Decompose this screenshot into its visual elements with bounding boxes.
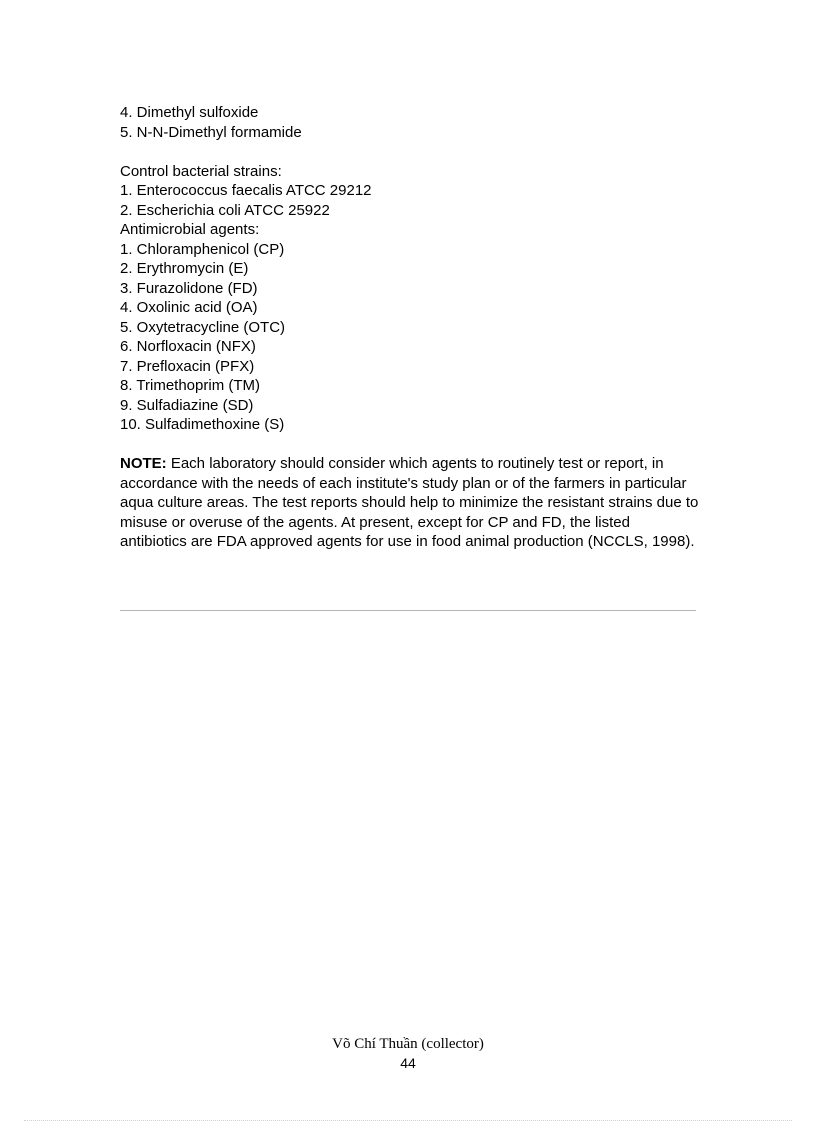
antimicrobial-agent-item: 7. Prefloxacin (PFX) xyxy=(120,357,255,375)
control-strains-heading: Control bacterial strains: xyxy=(120,162,282,180)
note-paragraph xyxy=(120,454,700,552)
antimicrobial-agent-item: 3. Furazolidone (FD) xyxy=(120,279,258,297)
collector-credit: Võ Chí Thuần (collector) xyxy=(332,1036,484,1052)
note-label: NOTE: xyxy=(120,455,167,472)
antimicrobial-agent-item: 1. Chloramphenicol (CP) xyxy=(120,240,285,258)
page-bottom-border xyxy=(24,1120,792,1121)
solvent-item-4: 4. Dimethyl sulfoxide xyxy=(120,104,259,121)
antimicrobial-agent-item: 6. Norfloxacin (NFX) xyxy=(120,338,256,355)
antimicrobial-agent-item: 10. Sulfadimethoxine (S) xyxy=(120,416,285,433)
antimicrobial-agent-item: 5. Oxytetracycline (OTC) xyxy=(120,318,286,336)
page-body xyxy=(120,103,700,552)
antimicrobial-agents-heading: Antimicrobial agents: xyxy=(120,221,260,238)
antimicrobial-agent-item: 8. Trimethoprim (TM) xyxy=(120,377,261,394)
solvent-item-5: 5. N-N-Dimethyl formamide xyxy=(120,123,302,141)
page-number: 44 xyxy=(400,1055,416,1071)
antimicrobial-agent-item: 2. Erythromycin (E) xyxy=(120,260,249,277)
note-text: Each laboratory should consider which agents to routinely test or report, in accordance with the needs of each institute's study plan or of the farmers in particular aqua culture areas. The test reports should help to minimize the resistant strains due to misuse or overuse of the agents. At present, except for CP and FD, the listed antibiotics are FDA approved agents for use in food animal production (NCCLS, 1998). xyxy=(120,455,699,550)
page-footer xyxy=(0,1035,816,1073)
paragraph-gap xyxy=(120,142,700,162)
control-strain-item: 1. Enterococcus faecalis ATCC 29212 xyxy=(120,182,372,199)
antimicrobial-agent-item: 4. Oxolinic acid (OA) xyxy=(120,299,258,316)
control-strain-item: 2. Escherichia coli ATCC 25922 xyxy=(120,201,330,219)
horizontal-divider xyxy=(120,610,696,611)
antimicrobial-agent-item: 9. Sulfadiazine (SD) xyxy=(120,396,254,414)
